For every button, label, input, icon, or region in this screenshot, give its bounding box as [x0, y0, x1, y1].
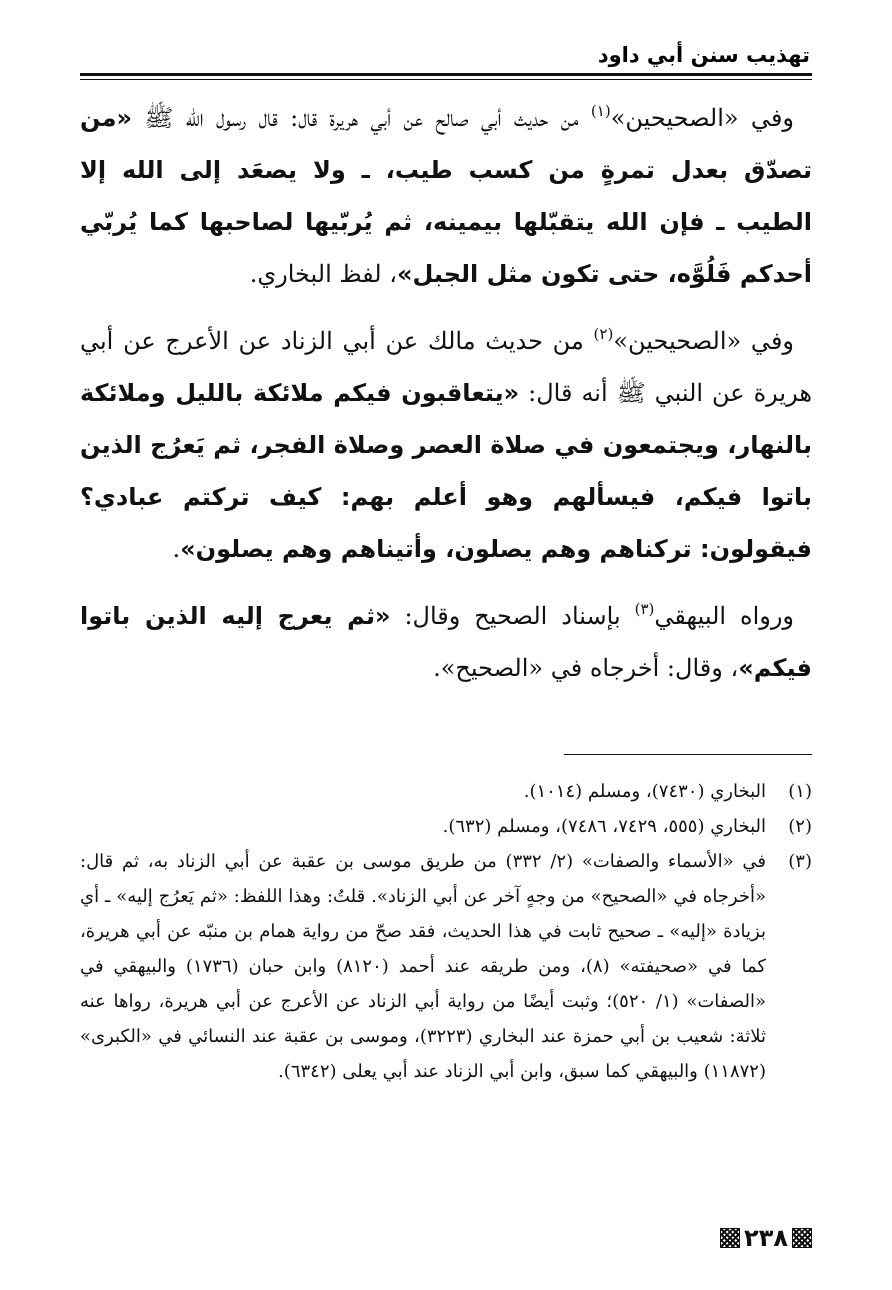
footnote-number: (٣) [788, 851, 812, 872]
paragraph-3 [80, 590, 812, 694]
footnote-text: البخاري (٥٥٥، ٧٤٢٩، ٧٤٨٦)، ومسلم (٦٣٢). [442, 816, 766, 837]
paragraph-3-end: ، وقال: أخرجاه في «الصحيح». [433, 654, 739, 682]
paragraph-1-chain: من حديث أبي صالح عن أبي هريرة قال: قال رسول الله ﷺ [131, 104, 591, 132]
footnote-number: (٢) [788, 816, 812, 837]
page-number: ٢٣٨ [744, 1224, 788, 1252]
footnote-2 [80, 809, 812, 844]
paragraph-3-chain: بإسناد الصحيح وقال: [390, 602, 635, 630]
header-rule-thick [80, 73, 812, 76]
header-rule-thin [80, 79, 812, 80]
paragraph-2-intro: وفي «الصحيحين» [613, 327, 794, 355]
paragraph-2 [80, 315, 812, 575]
page-number-block [720, 1223, 812, 1253]
footnote-3 [80, 844, 812, 1089]
main-text [80, 92, 812, 709]
footnote-text: في «الأسماء والصفات» (٢/ ٣٣٢) من طريق موسى بن عقبة عن أبي الزناد به، ثم قال: «أخرجاه في «الصحيح» من وجهٍ آخر عن أبي الزناد». قلتُ: وهذا اللفظ: «ثم يَعرُج إليه» ـ أي بزيادة «إليه» ـ صحيح ثابت في هذا الحديث، فقد صحّ من رواية همام بن منبّه عن أبي هريرة، كما في «صحيفته» (٨)، ومن طريقه عند أحمد (٨١٢٠) وابن حبان (١٧٣٦) والبيهقي في «الصفات» (١/ ٥٢٠)؛ وثبت أيضًا من رواية أبي الزناد عن الأعرج عن أبي هريرة، رواها عنه ثلاثة: شعيب بن أبي حمزة عند البخاري (٣٢٢٣)، وموسى بن عقبة عند النسائي في «الكبرى» (١١٨٧٢) والبيهقي كما سبق، وابن أبي الزناد عند أبي يعلى (٦٣٤٢). [80, 851, 767, 1082]
hadith-text-2: «يتعاقبون فيكم ملائكة بالليل وملائكة بالنهار، ويجتمعون في صلاة العصر وصلاة الفجر، ثم يَعرُج الذين باتوا فيكم، فيسألهم وهو أعلم بهم: كيف تركتم عبادي؟ فيقولون: تركناهم وهم يصلون، وأتيناهم وهم يصلون» [80, 379, 812, 563]
paragraph-3-intro: ورواه البيهقي [654, 602, 795, 630]
ornament-icon [792, 1228, 812, 1248]
ornament-icon [720, 1228, 740, 1248]
footnote-separator [564, 754, 812, 755]
paragraph-1-intro: وفي «الصحيحين» [610, 104, 795, 132]
hadith-text-1: «من تصدّق بعدل تمرةٍ من كسب طيب، ـ ولا يصعَد إلى الله إلا الطيب ـ فإن الله يتقبّلها بيمينه، ثم يُربّيها لصاحبها كما يُربّي أحدكم فَلُوَّه، حتى تكون مثل الجبل» [80, 104, 812, 288]
footnote-ref-1: (١) [590, 102, 611, 120]
footnote-ref-3: (٣) [634, 600, 655, 618]
paragraph-1 [80, 92, 812, 300]
hadith-text-3: «ثم يعرج إليه الذين باتوا فيكم» [80, 602, 812, 682]
footnote-1 [80, 774, 812, 809]
footnote-number: (١) [788, 781, 812, 802]
running-head-title: تهذيب سنن أبي داود [597, 43, 810, 67]
paragraph-1-end: ، لفظ البخاري. [249, 260, 397, 288]
footnotes [80, 774, 812, 1089]
footnote-ref-2: (٢) [593, 325, 614, 343]
paragraph-2-chain: من حديث مالك عن أبي الزناد عن الأعرج عن أبي هريرة عن النبي ﷺ أنه قال: [80, 327, 812, 407]
footnote-text: البخاري (٧٤٣٠)، ومسلم (١٠١٤). [523, 781, 766, 802]
paragraph-2-end: . [172, 535, 181, 563]
